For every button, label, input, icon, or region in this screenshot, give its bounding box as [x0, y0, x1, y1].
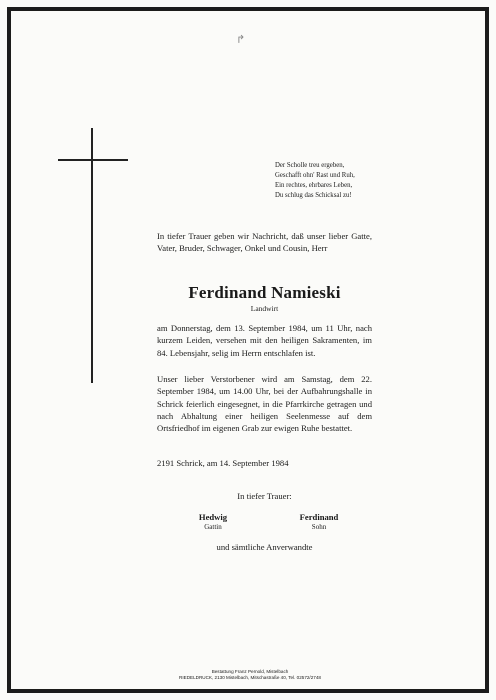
- poem-line: Der Scholle treu ergeben,: [275, 162, 345, 169]
- intro-paragraph: In tiefer Trauer geben wir Nachricht, daß unser lieber Gatte, Vater, Bruder, Schwager, Onkel und Cousin, Herr: [157, 231, 372, 254]
- printer-footer: [100, 669, 400, 681]
- mourner-role: Gattin: [204, 523, 222, 531]
- mourner-name: Hedwig: [198, 512, 228, 522]
- deceased-name: Ferdinand Namieski: [188, 283, 341, 302]
- memorial-poem: [275, 161, 425, 201]
- mourner-son: [279, 512, 359, 531]
- cross-icon-crossbar: [58, 159, 128, 161]
- footer-funeral-home: Bestattung Franz Pernold, Mistelbach: [211, 669, 289, 674]
- mourner-role: Sohn: [311, 523, 327, 531]
- mourner-wife: [173, 512, 253, 531]
- deceased-occupation: Landwirt: [250, 304, 279, 313]
- place-and-date: 2191 Schrick, am 14. September 1984: [157, 458, 289, 468]
- poem-line: Du schlug das Schicksal zu!: [275, 192, 352, 199]
- death-announcement: am Donnerstag, dem 13. September 1984, um 11 Uhr, nach kurzem Leiden, versehen mit den heiligen Sakramenten, im 84. Lebensjahr, selig im Herrn entschlafen ist.: [157, 323, 372, 358]
- mourner-name: Ferdinand: [299, 512, 339, 522]
- footer-printer: RIEDELDRUCK, 2130 Mistelbach, Mitschastraße 40, Tel. 02572/2748: [179, 675, 321, 680]
- poem-line: Ein rechtes, ehrbares Leben,: [275, 182, 353, 189]
- mourning-heading: In tiefer Trauer:: [237, 491, 292, 501]
- relatives-line: und sämtliche Anverwandte: [216, 542, 313, 552]
- fold-mark: ↱: [236, 33, 246, 46]
- cross-icon: [91, 128, 93, 383]
- poem-line: Geschafft ohn' Rast und Ruh,: [275, 172, 355, 179]
- burial-details: Unser lieber Verstorbener wird am Samstag, dem 22. September 1984, um 14.00 Uhr, bei der Aufbahrungshalle in Schrick feierlich eingesegnet, in die Pfarrkirche getragen und nach Abhaltung einer heiligen Seelenmesse auf dem Ortsfriedhof im eigenen Grab zur ewigen Ruhe bestattet.: [157, 374, 372, 434]
